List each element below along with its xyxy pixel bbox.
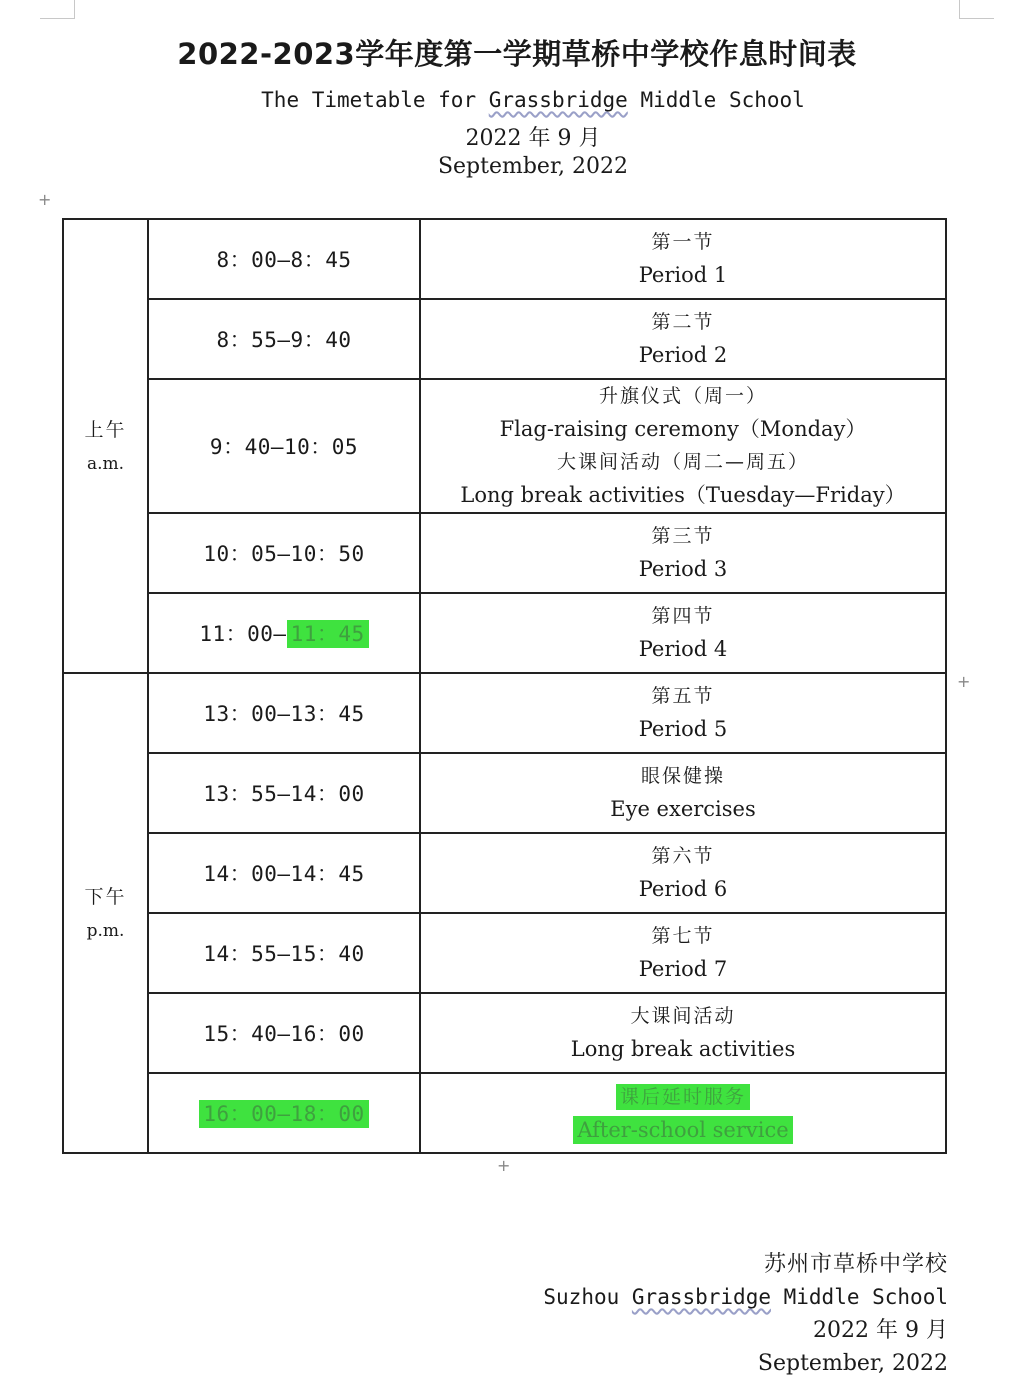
time-cell: 13：55—14：00 [148,753,420,833]
activity-cell: 升旗仪式（周一） Flag-raising ceremony（Monday） 大课间活动（周二—周五） Long break activities（Tuesday—Friday） [420,379,946,513]
activity-cell: 第四节 Period 4 [420,593,946,673]
page-corner-mark-left [40,0,75,19]
highlighted-text: 课后延时服务 [616,1084,750,1110]
document-subtitle-en: The Timetable for Grassbridge Middle School [261,88,805,112]
table-move-handle-icon[interactable]: + [38,190,52,209]
table-row [63,219,946,299]
footer-date-en: September, 2022 [757,1351,948,1376]
highlighted-text: 11：45 [287,620,369,648]
document-date-zh: 2022 年 9 月 [465,126,601,151]
table-row [63,593,946,673]
table-row [63,833,946,913]
table-row [63,299,946,379]
time-cell: 13：00—13：45 [148,673,420,753]
spellcheck-word: Grassbridge [488,88,628,112]
timetable [62,218,947,1154]
session-am: 上午 a.m. [63,219,148,673]
table-row [63,379,946,513]
activity-cell: 第五节 Period 5 [420,673,946,753]
page-corner-mark-right [959,0,994,19]
table-row [63,513,946,593]
activity-cell: 第六节 Period 6 [420,833,946,913]
table-row [63,1073,946,1153]
row-insert-icon[interactable]: + [957,672,971,691]
activity-cell: 第二节 Period 2 [420,299,946,379]
activity-cell: 第三节 Period 3 [420,513,946,593]
table-row [63,753,946,833]
time-cell: 14：55—15：40 [148,913,420,993]
highlighted-text: After-school service [573,1116,792,1144]
table-row [63,673,946,753]
time-cell: 8：55—9：40 [148,299,420,379]
document-title: 2022-2023学年度第一学期草桥中学校作息时间表 [177,37,857,71]
time-cell [148,1073,420,1153]
spellcheck-word: Grassbridge [631,1285,771,1309]
activity-cell [420,1073,946,1153]
session-pm: 下午 p.m. [63,673,148,1153]
table-row [63,993,946,1073]
activity-cell: 大课间活动 Long break activities [420,993,946,1073]
activity-cell: 眼保健操 Eye exercises [420,753,946,833]
activity-cell: 第七节 Period 7 [420,913,946,993]
time-cell: 14：00—14：45 [148,833,420,913]
footer-school-zh: 苏州市草桥中学校 [763,1252,948,1277]
footer-school-en: Suzhou Grassbridge Middle School [543,1285,948,1309]
document-footer [543,1248,948,1380]
time-cell: 11：00— 11：45 [148,593,420,673]
row-add-icon[interactable]: + [497,1156,511,1175]
time-cell: 10：05—10：50 [148,513,420,593]
time-cell: 15：40—16：00 [148,993,420,1073]
highlighted-text: 16：00—18：00 [199,1100,368,1128]
document-date-en: September, 2022 [437,154,629,179]
activity-cell: 第一节 Period 1 [420,219,946,299]
footer-date-zh: 2022 年 9 月 [813,1318,948,1343]
time-cell: 8：00—8：45 [148,219,420,299]
time-cell: 9：40—10：05 [148,379,420,513]
table-row [63,913,946,993]
